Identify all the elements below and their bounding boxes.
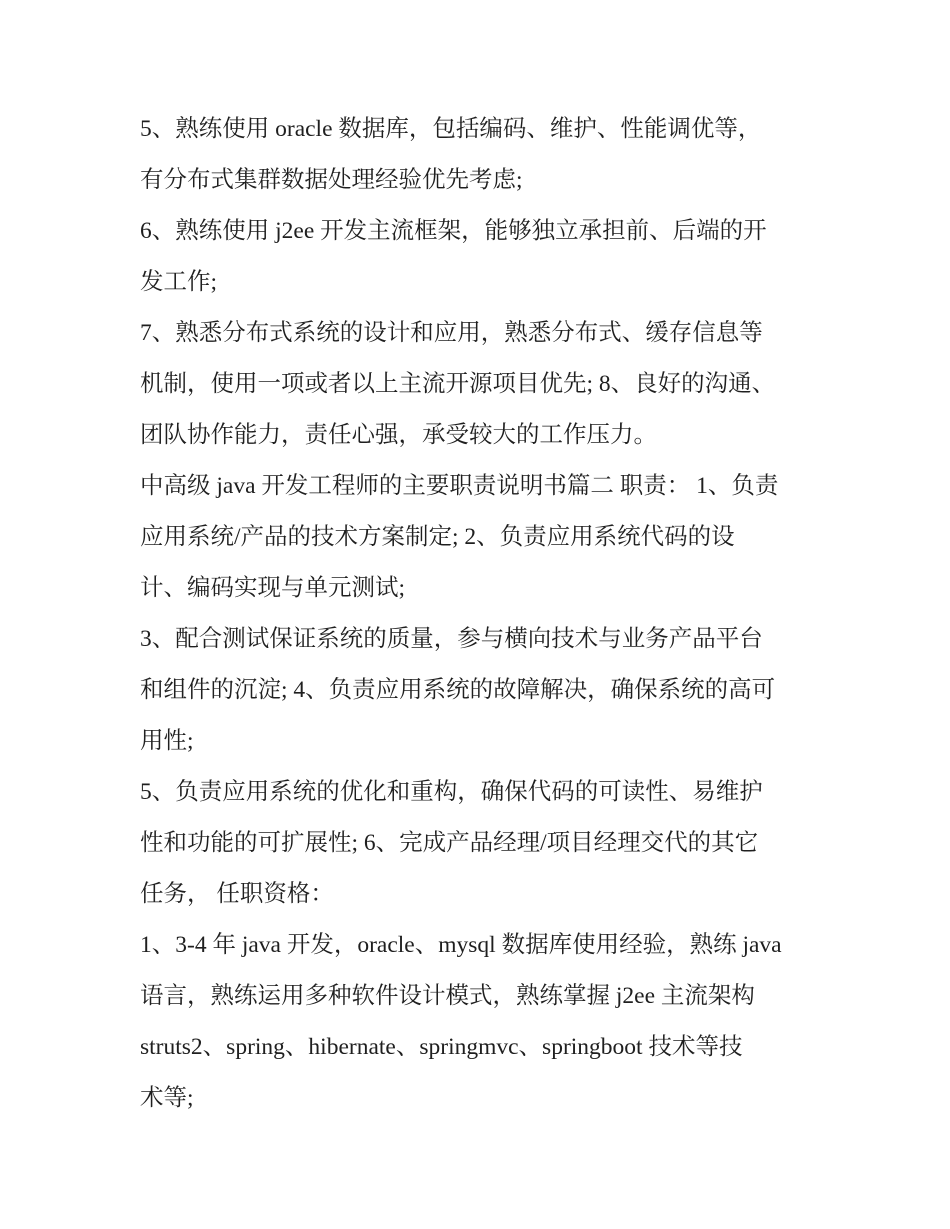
text-line: 用性; (140, 728, 194, 754)
text-line: 发工作; (140, 269, 218, 295)
paragraph-distributed-systems (140, 308, 820, 461)
text-line: 有分布式集群数据处理经验优先考虑; (140, 167, 523, 193)
paragraph-j2ee-skill (140, 206, 820, 308)
paragraph-optimization (140, 767, 820, 920)
text-line: 7、熟悉分布式系统的设计和应用，熟悉分布式、缓存信息等 (140, 320, 763, 346)
paragraph-qualifications (140, 920, 820, 1124)
text-line: 应用系统/产品的技术方案制定; 2、负责应用系统代码的设 (140, 524, 735, 550)
document-body (140, 104, 820, 1124)
text-line: 术等; (140, 1085, 194, 1111)
text-line: 中高级 java 开发工程师的主要职责说明书篇二 职责： 1、负责 (140, 473, 779, 499)
text-line: 1、3-4 年 java 开发，oracle、mysql 数据库使用经验，熟练 java (140, 932, 782, 958)
paragraph-section-two-duties (140, 461, 820, 614)
text-line: 5、熟练使用 oracle 数据库，包括编码、维护、性能调优等， (140, 116, 762, 142)
text-line: 和组件的沉淀; 4、负责应用系统的故障解决，确保系统的高可 (140, 677, 776, 703)
text-line: 计、编码实现与单元测试; (140, 575, 406, 601)
text-line: 6、熟练使用 j2ee 开发主流框架，能够独立承担前、后端的开 (140, 218, 767, 244)
text-line: struts2、spring、hibernate、springmvc、springboot 技术等技 (140, 1034, 743, 1060)
text-line: 任务， 任职资格： (140, 881, 334, 907)
text-line: 性和功能的可扩展性; 6、完成产品经理/项目经理交代的其它 (140, 830, 759, 856)
text-line: 5、负责应用系统的优化和重构，确保代码的可读性、易维护 (140, 779, 763, 805)
paragraph-oracle-skill (140, 104, 820, 206)
text-line: 机制，使用一项或者以上主流开源项目优先; 8、良好的沟通、 (140, 371, 776, 397)
text-line: 语言，熟练运用多种软件设计模式，熟练掌握 j2ee 主流架构 (140, 983, 755, 1009)
text-line: 团队协作能力，责任心强，承受较大的工作压力。 (140, 422, 657, 448)
paragraph-testing-quality (140, 614, 820, 767)
text-line: 3、配合测试保证系统的质量，参与横向技术与业务产品平台 (140, 626, 763, 652)
